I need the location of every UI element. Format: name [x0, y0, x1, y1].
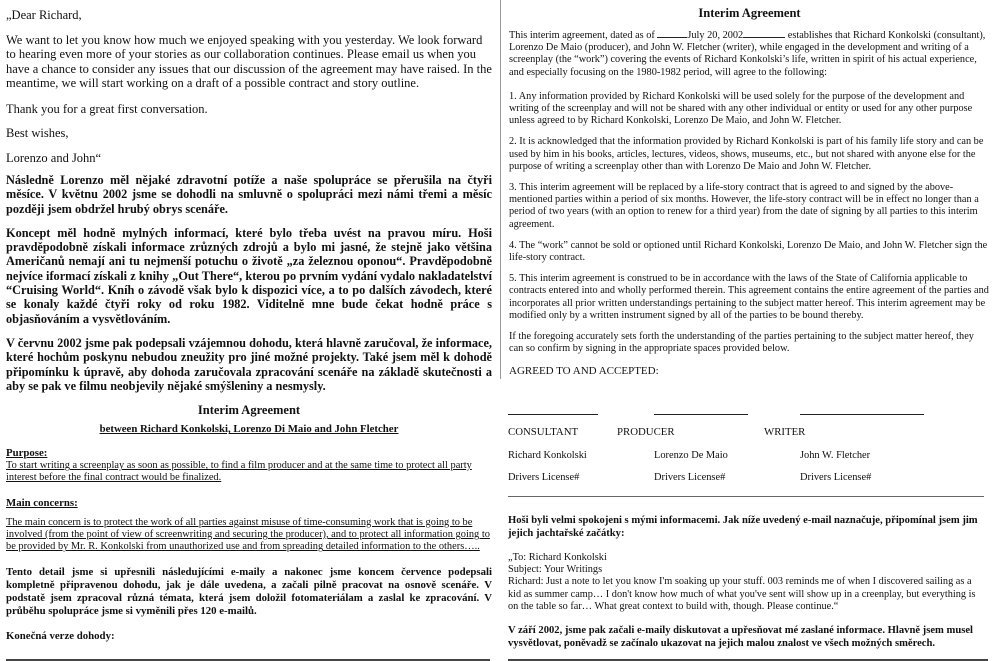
purpose-text: To start writing a screenplay as soon as possible, to find a film producer and at the same time to protect all party interest before the final contract would be finalized. [6, 460, 472, 484]
letter-closing: Best wishes, [6, 126, 69, 140]
clause-5: 5. This interim agreement is construed to be in accordance with the laws of the State of California applicable to contracts entered into and wholly performed therein. This agreement contains the entire agreement of the parties and incorporates all prior written understandings pertaining to the subject matter hereof. This interim agreement may be modified only by a written instrument signed by all of the parties to be bound thereby. [509, 273, 989, 321]
letter-signature: Lorenzo and John“ [6, 150, 102, 165]
signature-divider [508, 496, 984, 497]
email-subject: Subject: Your Writings [508, 564, 603, 576]
role-producer: PRODUCER [617, 426, 675, 438]
writer-signature-line [800, 400, 924, 415]
role-consultant: CONSULTANT [508, 426, 579, 438]
closing-statement: If the foregoing accurately sets forth the understanding of the parties pertaining to the subject matter hereof, they can so confirm by signing in the appropriate spaces provided below. [509, 331, 974, 355]
consultant-signature-line [508, 400, 598, 415]
clause-4: 4. The “work” cannot be sold or optioned until Richard Konkolski, Lorenzo De Maio, and John W. Fletcher sign the life-story contract. [509, 239, 988, 264]
agreement-date: July 20, 2002 [687, 30, 744, 41]
intro-suffix: establishes that Richard Konkolski (consultant), Lorenzo De Maio (producer), and John W. Fletcher (writer), while engaged in the development and writing of a screenplay (the “work”) covering the events of Richard Konkolski’s life, written in spirit of his actual experience, and especially focusing on the 1980-1982 period, will agree to the following: [509, 30, 986, 78]
concerns-text: The main concern is to protect the work of all parties against misuse of time-consuming work that is going to be involved (from the point of view of screenwriting and securing the producer), and to protect all information going to be provided by Mr. R. Konkolski from unauthorized use and from spreading detailed information to the others….. [6, 516, 490, 553]
czech-paragraph-2: Koncept měl hodně mylných informací, které bylo třeba uvést na pravou míru. Hoši pravděpodobně získali informace zrůzných zdrojů a bylo mi jasné, že stejně jako většina Američanů nemají ani tu nejmenší potuchu o životě „za železnou oponou“. Pravděpodobně nejvíce iformací získali z knihy „Out There“, kterou po prvním vydání vydalo nakladatelství “Cruising World“. Kníh o závodě však bylo k dispozici více, a to po dalších závodech, které se konaly každé čtyři roky od roku 1982. Viditelně mne bude čekat hodně práce s objasňováním a vysvětlováním. [6, 225, 492, 326]
name-writer: John W. Fletcher [800, 450, 871, 461]
letter-thanks: Thank you for a great first conversation. [6, 101, 208, 116]
interim-agreement-title: Interim Agreement [698, 6, 801, 20]
email-body: Richard: Just a note to let you know I'm soaking up your stuff. 003 reminds me of when I discovered sailing as a kid as summer camp… I don't know how much of what you've sent will show up in a creenplay, but everything is on the table so far… What great context to build with, though. Please continue.“ [508, 576, 976, 612]
czech-paragraph-6: V září 2002, jsme pak začali e-maily diskutovat a upřesňovat mé zaslané informace. Hlavně jsem musel vysvětlovat, poněvadž se začínalo ukazovat na jejich malou znalost ve všech možných směrech. [508, 625, 973, 650]
intro-prefix: This interim agreement, dated as of [509, 30, 658, 41]
left-column [0, 0, 500, 648]
letter-body: We want to let you know how much we enjoyed speaking with you yesterday. We look forward to hearing even more of your stories as our collaboration continues. Please email us when you have a chance to consider any issues that our discussion of the agreement may have raised. In the meantime, we will start working on a draft of a possible contract and story outline. [6, 32, 492, 90]
agreement-intro [509, 27, 990, 79]
agreement-title: Interim Agreement [197, 403, 301, 418]
czech-paragraph-4: Tento detail jsme si upřesnili následujícími e-maily a nakonec jsme koncem července podepsali kompletně připravenou dohodu, jak je dále uvedena, a začali pilně pracovat na osnově scenáře. V podstatě jsem zpracoval různá témata, která jsem doložil fotomateriálam a zaslal ke zpracování. V průběhu spolupráce jsme si vyměnili přes 120 e-mailů. [6, 565, 492, 618]
right-column [500, 0, 1000, 379]
final-version-label: Konečná verze dohody: [6, 630, 115, 643]
letter-salutation: „Dear Richard, [6, 8, 82, 22]
name-producer: Lorenzo De Maio [654, 450, 728, 461]
name-consultant: Richard Konkolski [508, 450, 587, 461]
email-to: „To: Richard Konkolski [508, 552, 607, 563]
purpose-label: Purpose: [6, 447, 48, 460]
date-blank-line-2 [743, 27, 785, 38]
right-lower-section [508, 514, 986, 650]
license-consultant: Drivers License# [508, 472, 580, 483]
czech-paragraph-1: Následně Lorenzo měl nějaké zdravotní potíže a naše spolupráce se přerušila na čtyři měsíce. V květnu 2002 jsme se dohodli na smluvně o spolupráci mezi námi třemi a měsíc později jsem obdržel hrubý obrys scenáře. [6, 173, 492, 216]
agreed-heading: AGREED TO AND ACCEPTED: [509, 365, 659, 378]
license-writer: Drivers License# [800, 472, 872, 483]
date-blank-line [657, 27, 687, 38]
concerns-label: Main concerns: [6, 496, 78, 509]
clause-1: 1. Any information provided by Richard Konkolski will be used solely for the purpose of the development and writing of the screenplay and will not be shared with any other individual or entity or used for any other purpose unless agreed to by Richard Konkolski, Lorenzo De Maio, and John W. Fletcher. [509, 90, 973, 127]
clause-2: 2. It is acknowledged that the information provided by Richard Konkolski is part of his family life story and can be used by him in his books, articles, lectures, videos, shows, museums, etc., but not shared with anyone else for the purpose of writing a screenplay other than with Lorenzo De Maio and John W. Fletcher. [509, 136, 984, 172]
clause-3: 3. This interim agreement will be replaced by a life-story contract that is agreed to and signed by the above-mentioned parties within a period of six months. However, the life-story contract will be in effect no longer than a period of two years (with an option to renew for a third year) from the date of signing by all parties to this interim agreement. [509, 182, 979, 230]
role-writer: WRITER [764, 426, 806, 438]
agreement-subtitle: between Richard Konkolski, Lorenzo Di Maio and John Fletcher [99, 423, 399, 436]
czech-paragraph-5: Hoši byli velmi spokojeni s mými informacemi. Jak níže uvedený e-mail naznačuje, připomínal jsem jim jejich jachtařské začátky: [508, 515, 978, 539]
czech-paragraph-3: V červnu 2002 jsme pak podepsali vzájemnou dohodu, která hlavně zaručoval, že informace, které hochům poskynu nebudou zneužity pro jiné možné projekty. Také jsem měl k dohodě připomínku k úpravě, aby dohoda zaručovala zpracování scenáře na základě skutečnosti a aby se pak ve filmu neobjevily nějaké smýšleniny a nesmysly. [6, 335, 492, 393]
license-producer: Drivers License# [654, 472, 726, 483]
producer-signature-line [654, 400, 748, 415]
